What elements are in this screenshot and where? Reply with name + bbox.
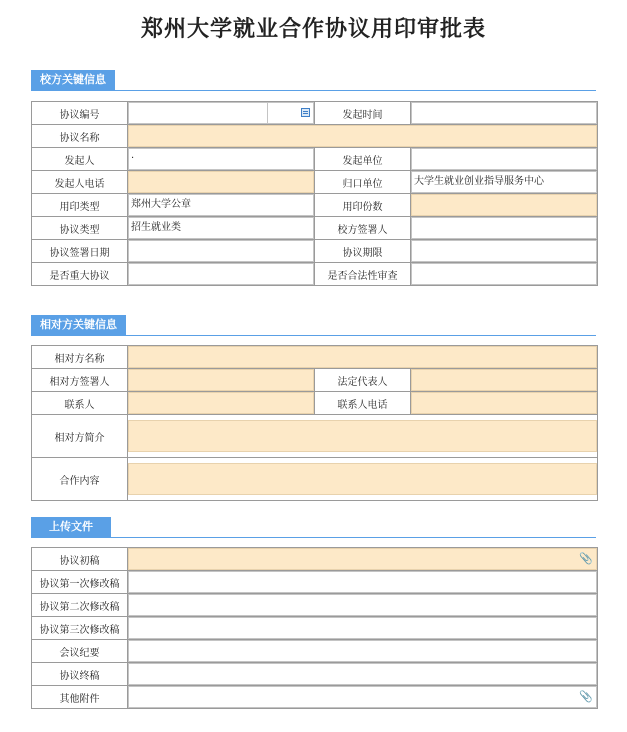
initiating-unit-label: 发起单位 — [315, 148, 411, 171]
table-row — [32, 571, 598, 594]
school-signer-input[interactable] — [411, 217, 597, 239]
legal-review-input[interactable] — [411, 263, 597, 285]
table-row — [32, 217, 598, 240]
table-row — [32, 686, 598, 709]
sign-date-input[interactable] — [128, 240, 314, 262]
section-upload-header — [31, 517, 596, 538]
page-title: 郑州大学就业合作协议用印审批表 — [140, 17, 486, 42]
major-agreement-input[interactable] — [128, 263, 314, 285]
revision2-label: 协议第二次修改稿 — [32, 594, 128, 617]
seal-copies-input[interactable] — [411, 194, 597, 216]
table-row — [32, 548, 598, 571]
legal-rep-label: 法定代表人 — [315, 369, 411, 392]
table-row — [32, 194, 598, 217]
table-row — [32, 458, 598, 501]
counterparty-intro-textarea[interactable] — [128, 420, 597, 452]
agreement-term-label: 协议期限 — [315, 240, 411, 263]
contact-phone-input[interactable] — [411, 392, 597, 414]
table-row — [32, 346, 598, 369]
final-draft-label: 协议终稿 — [32, 663, 128, 686]
meeting-minutes-upload[interactable] — [128, 640, 597, 662]
contact-label: 联系人 — [32, 392, 128, 415]
contact-phone-label: 联系人电话 — [315, 392, 411, 415]
table-row — [32, 617, 598, 640]
counterparty-intro-label: 相对方简介 — [32, 415, 128, 458]
table-row — [32, 663, 598, 686]
initiator-phone-input[interactable] — [128, 171, 314, 193]
table-row — [32, 102, 598, 125]
meeting-minutes-label: 会议纪要 — [32, 640, 128, 663]
revision1-upload[interactable] — [128, 571, 597, 593]
revision3-label: 协议第三次修改稿 — [32, 617, 128, 640]
counterparty-signer-input[interactable] — [128, 369, 314, 391]
seal-copies-label: 用印份数 — [315, 194, 411, 217]
seal-type-label: 用印类型 — [32, 194, 128, 217]
managing-unit-label: 归口单位 — [315, 171, 411, 194]
calendar-icon[interactable] — [301, 108, 310, 117]
table-row — [32, 240, 598, 263]
cooperation-content-label: 合作内容 — [32, 458, 128, 501]
initiator-label: 发起人 — [32, 148, 128, 171]
table-row — [32, 125, 598, 148]
draft-label: 协议初稿 — [32, 548, 128, 571]
legal-rep-input[interactable] — [411, 369, 597, 391]
agreement-no-picker[interactable] — [268, 102, 314, 124]
counterparty-name-input[interactable] — [128, 346, 597, 368]
school-signer-label: 校方签署人 — [315, 217, 411, 240]
counterparty-info-table — [31, 345, 598, 501]
table-row — [32, 148, 598, 171]
counterparty-signer-label: 相对方签署人 — [32, 369, 128, 392]
school-info-table — [31, 101, 598, 286]
counterparty-name-label: 相对方名称 — [32, 346, 128, 369]
seal-type-input[interactable]: 郑州大学公章 — [128, 194, 314, 216]
agreement-no-input[interactable] — [128, 102, 268, 124]
start-time-input[interactable] — [411, 102, 597, 124]
agreement-name-label: 协议名称 — [32, 125, 128, 148]
revision3-upload[interactable] — [128, 617, 597, 639]
agreement-no-label: 协议编号 — [32, 102, 128, 125]
table-row — [32, 415, 598, 458]
other-attachments-label: 其他附件 — [32, 686, 128, 709]
initiating-unit-input[interactable] — [411, 148, 597, 170]
section-school-tab: 校方关键信息 — [31, 70, 115, 90]
table-row — [32, 594, 598, 617]
agreement-name-input[interactable] — [128, 125, 597, 147]
section-upload-tab: 上传文件 — [31, 517, 111, 537]
managing-unit-input[interactable]: 大学生就业创业指导服务中心 — [411, 171, 597, 193]
start-time-label: 发起时间 — [315, 102, 411, 125]
table-row — [32, 392, 598, 415]
section-counterparty-tab: 相对方关键信息 — [31, 315, 126, 335]
initiator-input[interactable]: · — [128, 148, 314, 170]
other-attachments-upload[interactable] — [128, 686, 597, 708]
paperclip-icon[interactable]: 📎 — [579, 552, 593, 565]
table-row — [32, 171, 598, 194]
contact-input[interactable] — [128, 392, 314, 414]
table-row — [32, 263, 598, 286]
paperclip-icon[interactable]: 📎 — [579, 690, 593, 703]
table-row — [32, 640, 598, 663]
agreement-type-input[interactable]: 招生就业类 — [128, 217, 314, 239]
revision1-label: 协议第一次修改稿 — [32, 571, 128, 594]
revision2-upload[interactable] — [128, 594, 597, 616]
section-school-header — [31, 70, 596, 91]
section-counterparty-header — [31, 315, 596, 336]
cooperation-content-textarea[interactable] — [128, 463, 597, 495]
upload-files-table — [31, 547, 598, 709]
table-row — [32, 369, 598, 392]
draft-upload[interactable] — [128, 548, 597, 570]
major-agreement-label: 是否重大协议 — [32, 263, 128, 286]
agreement-type-label: 协议类型 — [32, 217, 128, 240]
final-draft-upload[interactable] — [128, 663, 597, 685]
legal-review-label: 是否合法性审查 — [315, 263, 411, 286]
initiator-phone-label: 发起人电话 — [32, 171, 128, 194]
sign-date-label: 协议签署日期 — [32, 240, 128, 263]
agreement-term-input[interactable] — [411, 240, 597, 262]
